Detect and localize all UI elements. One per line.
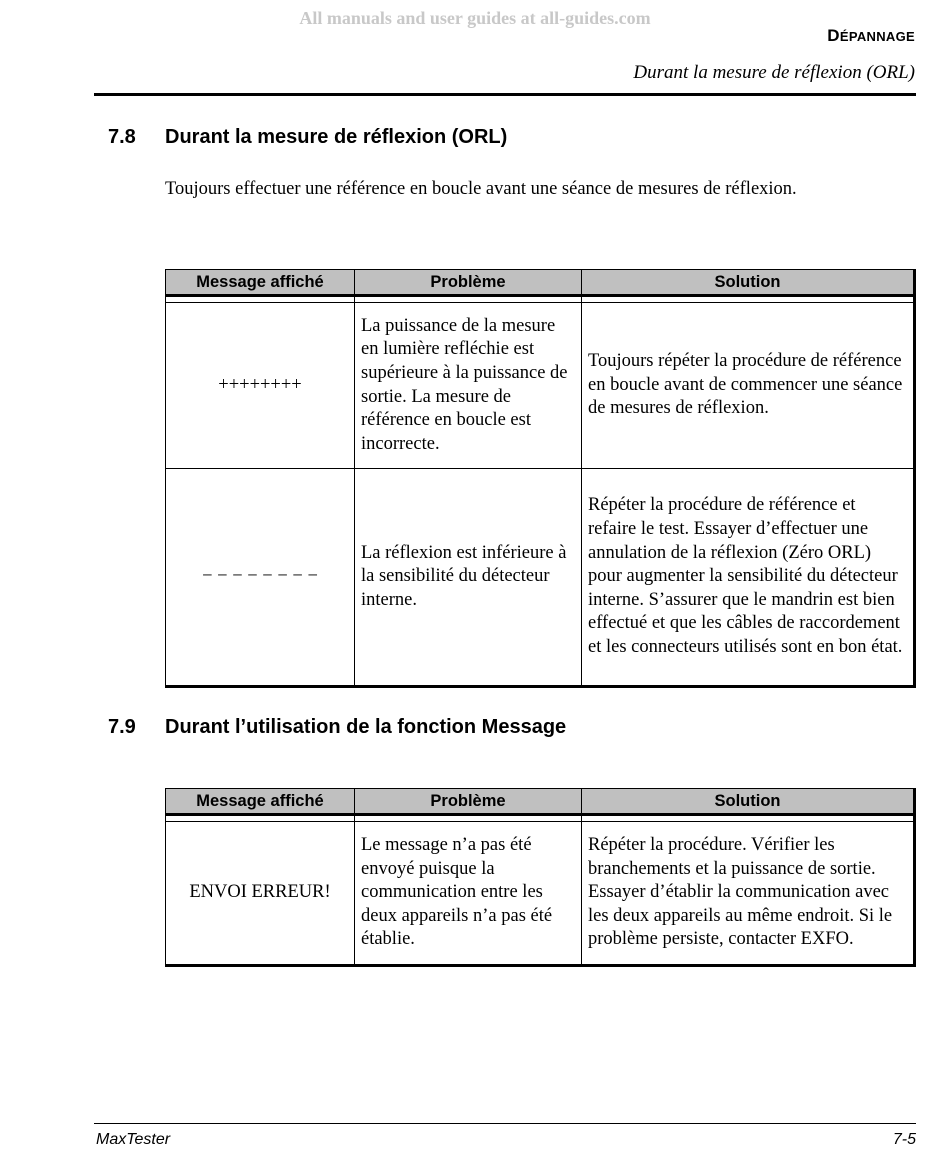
orl-troubleshooting-table xyxy=(165,269,916,688)
section-heading-7-8 xyxy=(108,126,507,149)
message-troubleshooting-table xyxy=(165,788,916,967)
section-heading-7-9 xyxy=(108,716,566,739)
chapter-initial: D xyxy=(827,26,840,45)
solution-cell: Répéter la procédure de référence et refaire le test. Essayer d’effectuer une annulation de la réflexion (Zéro ORL) pour augmenter la sensibilité du détecteur interne. S’assurer que le mandrin est bien effectué et que les câbles de raccordement et les connecteurs utilisés sont en bon état. xyxy=(582,469,915,687)
section-number: 7.8 xyxy=(108,126,136,148)
footer-product-name: MaxTester xyxy=(96,1131,171,1148)
problem-cell: Le message n’a pas été envoyé puisque la communication entre les deux appareils n’a pas été établie. xyxy=(355,822,582,966)
problem-cell: La réflexion est inférieure à la sensibilité du détecteur interne. xyxy=(355,469,582,687)
section-number: 7.9 xyxy=(108,716,136,738)
footer-page-number: 7-5 xyxy=(892,1131,916,1148)
message-cell: ENVOI ERREUR! xyxy=(166,822,355,966)
table-row xyxy=(166,303,915,469)
solution-cell: Toujours répéter la procédure de référence en boucle avant de commencer une séance de mesures de réflexion. xyxy=(582,303,915,469)
problem-cell: La puissance de la mesure en lumière refléchie est supérieure à la puissance de sortie. La mesure de référence en boucle est incorrecte. xyxy=(355,303,582,469)
solution-cell: Répéter la procédure. Vérifier les branchements et la puissance de sortie. Essayer d’établir la communication avec les deux appareils au même endroit. Si le problème persiste, contacter EXFO. xyxy=(582,822,915,966)
column-header-message: Message affiché xyxy=(166,789,355,815)
table-header-row xyxy=(166,789,915,815)
table-row xyxy=(166,469,915,687)
column-header-problem: Problème xyxy=(355,270,582,296)
table-spacer xyxy=(166,296,915,303)
footer-rule xyxy=(94,1123,916,1124)
table-row xyxy=(166,822,915,966)
column-header-solution: Solution xyxy=(582,270,915,296)
message-cell: ++++++++ xyxy=(166,303,355,469)
running-header-section: Durant la mesure de réflexion (ORL) xyxy=(633,62,915,83)
section-title: Durant l’utilisation de la fonction Message xyxy=(165,716,567,738)
header-rule xyxy=(94,93,916,96)
table-header-row xyxy=(166,270,915,296)
column-header-problem: Problème xyxy=(355,789,582,815)
table-spacer xyxy=(166,815,915,822)
running-header-chapter xyxy=(827,26,915,46)
chapter-rest: ÉPANNAGE xyxy=(839,29,915,44)
section-title: Durant la mesure de réflexion (ORL) xyxy=(165,126,508,148)
section-intro: Toujours effectuer une référence en boucle avant une séance de mesures de réflexion. xyxy=(165,179,797,199)
watermark: All manuals and user guides at all-guides.com xyxy=(299,8,651,28)
message-cell: − − − − − − − − xyxy=(166,469,355,687)
column-header-solution: Solution xyxy=(582,789,915,815)
column-header-message: Message affiché xyxy=(166,270,355,296)
